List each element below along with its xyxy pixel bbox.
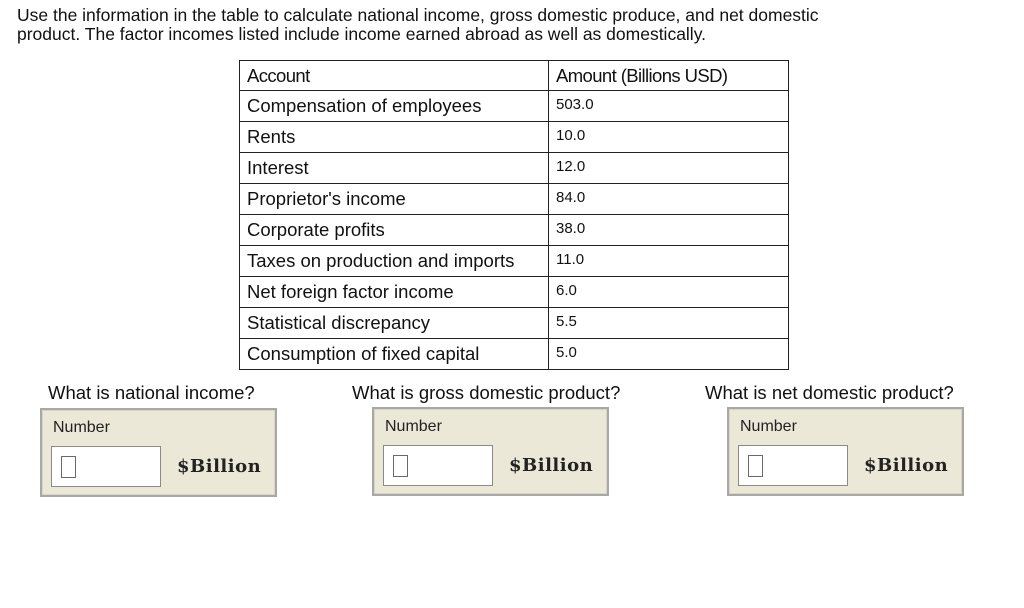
amount-cell: 503.0 (549, 91, 789, 122)
column-header-account: Account (240, 61, 549, 91)
amount-cell: 12.0 (549, 153, 789, 184)
question-gross-domestic-product: What is gross domestic product? (352, 382, 621, 403)
instructions (17, 6, 1007, 44)
amount-cell: 5.0 (549, 339, 789, 370)
account-cell: Corporate profits (240, 215, 549, 246)
account-cell: Net foreign factor income (240, 277, 549, 308)
account-cell: Taxes on production and imports (240, 246, 549, 277)
table-row (240, 277, 789, 308)
table-row (240, 246, 789, 277)
instructions-line-1: Use the information in the table to calculate national income, gross domestic produce, and net domestic (17, 5, 819, 25)
net-domestic-product-input[interactable] (738, 445, 848, 486)
account-cell: Rents (240, 122, 549, 153)
account-cell: Compensation of employees (240, 91, 549, 122)
accounts-table (239, 60, 789, 370)
unit-label: $Billion (509, 455, 594, 476)
gross-domestic-product-input[interactable] (383, 445, 493, 486)
amount-cell: 5.5 (549, 308, 789, 339)
table-row (240, 122, 789, 153)
amount-cell: 6.0 (549, 277, 789, 308)
table-header-row (240, 61, 789, 91)
account-cell: Statistical discrepancy (240, 308, 549, 339)
answer-box-gross-domestic-product (372, 407, 609, 496)
table-row (240, 91, 789, 122)
column-header-amount: Amount (Billions USD) (549, 61, 789, 91)
unit-label: $Billion (864, 455, 949, 476)
account-cell: Consumption of fixed capital (240, 339, 549, 370)
answer-box-net-domestic-product (727, 407, 964, 496)
number-label: Number (53, 419, 110, 436)
input-cursor-icon (61, 456, 76, 478)
amount-cell: 11.0 (549, 246, 789, 277)
national-income-input[interactable] (51, 446, 161, 487)
amount-cell: 10.0 (549, 122, 789, 153)
account-cell: Proprietor's income (240, 184, 549, 215)
number-label: Number (385, 418, 442, 435)
number-label: Number (740, 418, 797, 435)
amount-cell: 84.0 (549, 184, 789, 215)
instructions-line-2: product. The factor incomes listed include income earned abroad as well as domestically. (17, 24, 707, 44)
input-cursor-icon (748, 455, 763, 477)
question-net-domestic-product: What is net domestic product? (705, 382, 954, 403)
table-row (240, 153, 789, 184)
amount-cell: 38.0 (549, 215, 789, 246)
table-row (240, 308, 789, 339)
table-row (240, 215, 789, 246)
question-national-income: What is national income? (48, 382, 255, 403)
input-cursor-icon (393, 455, 408, 477)
answer-box-national-income (40, 408, 277, 497)
account-cell: Interest (240, 153, 549, 184)
unit-label: $Billion (177, 456, 262, 477)
table-row (240, 339, 789, 370)
table-row (240, 184, 789, 215)
